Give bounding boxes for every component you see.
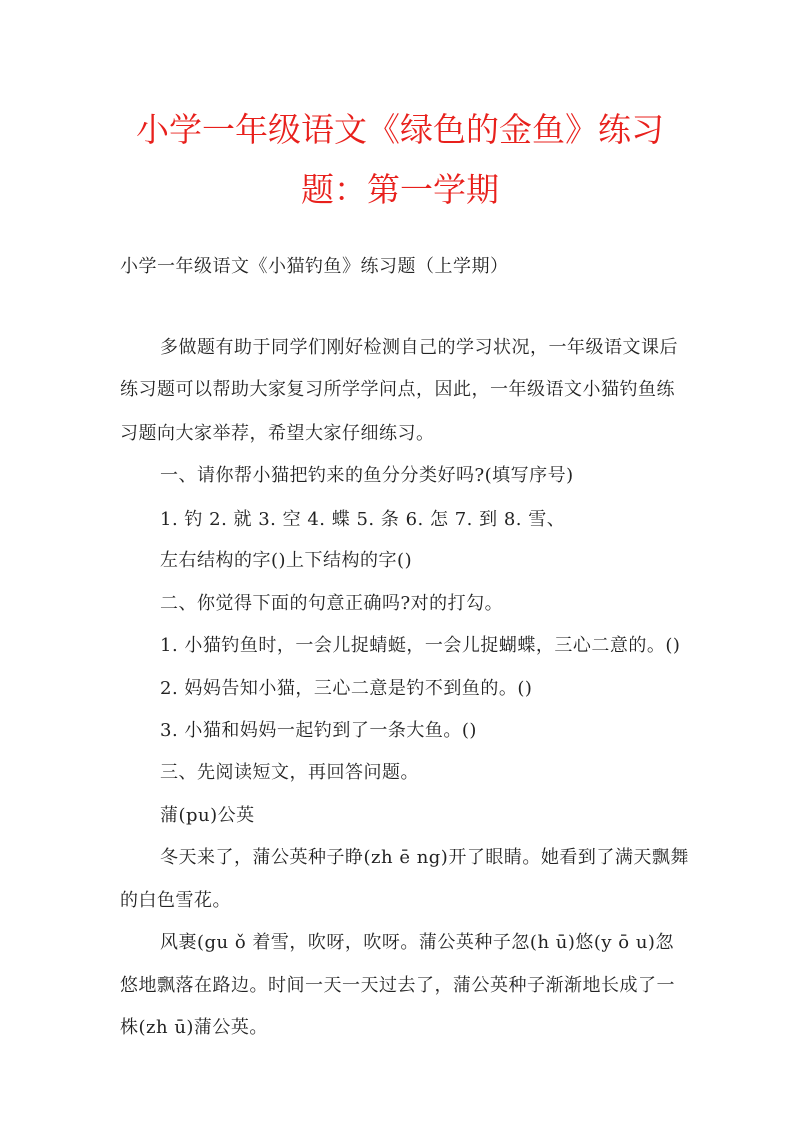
passage-line: 的白色雪花。: [120, 890, 231, 911]
question-line: 3. 小猫和妈妈一起钓到了一条大鱼。(): [160, 720, 477, 741]
question-heading: 二、你觉得下面的句意正确吗?对的打勾。: [160, 593, 504, 614]
subtitle-line: 小学一年级语文《小猫钓鱼》练习题（上学期）: [120, 256, 509, 277]
question-heading: 一、请你帮小猫把钓来的鱼分分类好吗?(填写序号): [160, 465, 574, 486]
question-line: 左右结构的字()上下结构的字(): [160, 550, 413, 571]
question-heading: 三、先阅读短文，再回答问题。: [160, 762, 419, 783]
paragraph-line: 多做题有助于同学们刚好检测自己的学习状况，一年级语文课后: [160, 337, 678, 358]
question-line: 2. 妈妈告知小猫，三心二意是钓不到鱼的。(): [160, 678, 533, 699]
document-title: 小学一年级语文《绿色的金鱼》练习题：第一学期: [136, 110, 664, 209]
passage-line: 风裹(gu ǒ 着雪，吹呀，吹呀。蒲公英种子忽(h ū)悠(y ō u)忽: [160, 932, 674, 953]
passage-line: 冬天来了，蒲公英种子睁(zh ē ng)开了眼睛。她看到了满天飘舞: [160, 847, 689, 868]
question-line: 1. 钓 2. 就 3. 空 4. 蝶 5. 条 6. 怎 7. 到 8. 雪、: [160, 509, 566, 530]
question-line: 1. 小猫钓鱼时，一会儿捉蜻蜓，一会儿捉蝴蝶，三心二意的。(): [160, 635, 681, 656]
passage-line: 株(zh ū)蒲公英。: [120, 1017, 268, 1038]
passage-title: 蒲(pu)公英: [160, 805, 255, 826]
passage-line: 悠地飘落在路边。时间一天一天过去了，蒲公英种子渐渐地长成了一: [120, 975, 675, 996]
paragraph-line: 练习题可以帮助大家复习所学学问点，因此，一年级语文小猫钓鱼练: [120, 379, 675, 400]
paragraph-line: 习题向大家举荐，希望大家仔细练习。: [120, 423, 435, 444]
